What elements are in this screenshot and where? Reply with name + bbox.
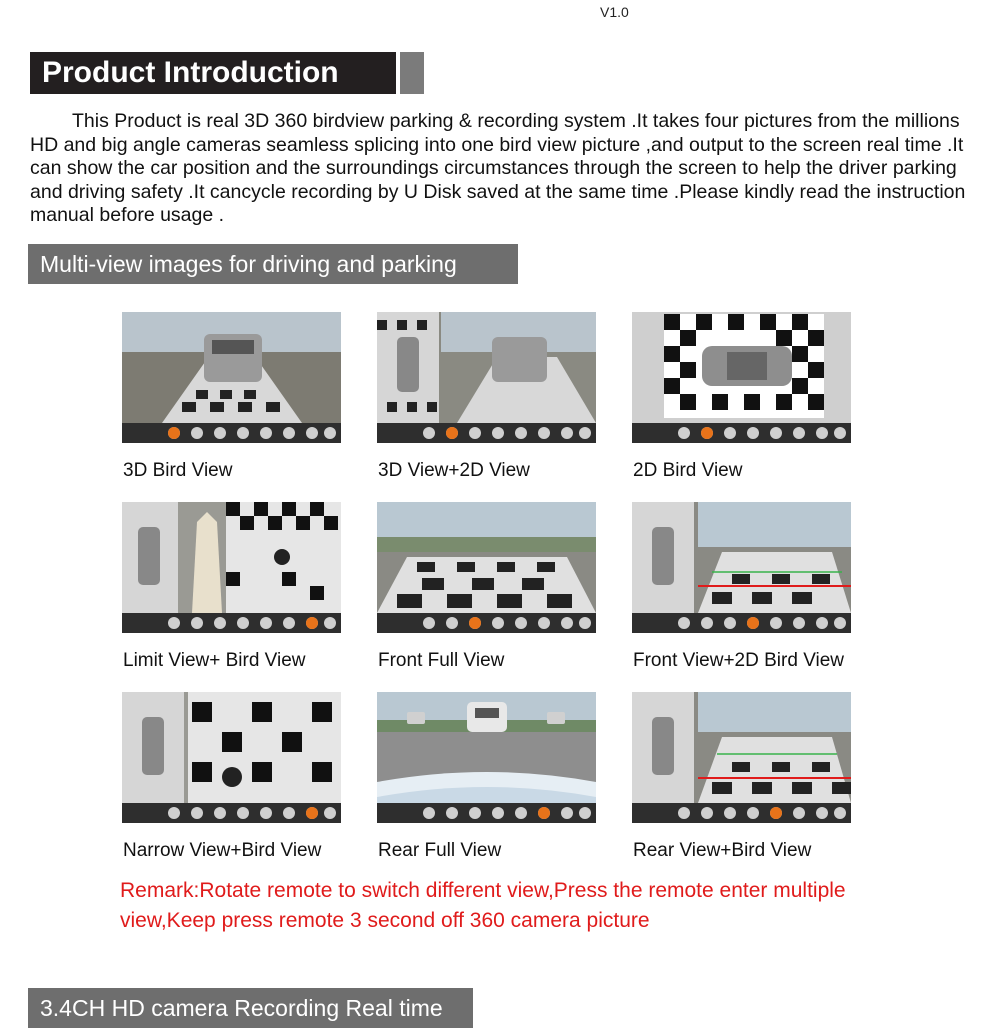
section-recording-header: 3.4CH HD camera Recording Real time [28, 988, 473, 1028]
view-caption: 2D Bird View [633, 460, 743, 481]
title-accent [400, 52, 424, 94]
intro-paragraph: This Product is real 3D 360 birdview parking & recording system .It takes four pictures from the millions HD and big angle cameras seamless splicing into one bird view picture ,and output to the screen real time .It can show the car position and the surroundings circumstances through the screen to help the driver parking and driving safety .It cancycle recording by U Disk saved at the same time .Please kindly read the instruction manual before usage . [30, 110, 966, 226]
view-tile-3d-bird [122, 312, 341, 443]
view-caption: 3D View+2D View [378, 460, 530, 481]
view-tile-front-2d-bird [632, 502, 851, 633]
view-tile-narrow-bird [122, 692, 341, 823]
view-tile-rear-bird [632, 692, 851, 823]
view-caption: Front View+2D Bird View [633, 650, 845, 671]
section-multiview-header: Multi-view images for driving and parking [28, 244, 518, 284]
page-title: Product Introduction [30, 52, 396, 94]
view-caption: Rear Full View [378, 840, 502, 861]
view-caption: Front Full View [378, 650, 505, 671]
view-tile-limit-bird [122, 502, 341, 633]
remark-text: Remark:Rotate remote to switch different view,Press the remote enter multiple view,Keep press remote 3 second off 360 camera picture [120, 879, 846, 932]
view-tile-front-full [377, 502, 596, 633]
view-caption: Limit View+ Bird View [123, 650, 306, 671]
view-caption: Rear View+Bird View [633, 840, 812, 861]
title-bar [30, 52, 424, 94]
version-label: V1.0 [600, 4, 629, 20]
view-tile-3d-2d [377, 312, 596, 443]
view-caption: Narrow View+Bird View [123, 840, 322, 861]
view-tile-2d-bird [632, 312, 851, 443]
view-tile-rear-full [377, 692, 596, 823]
view-caption: 3D Bird View [123, 460, 233, 481]
